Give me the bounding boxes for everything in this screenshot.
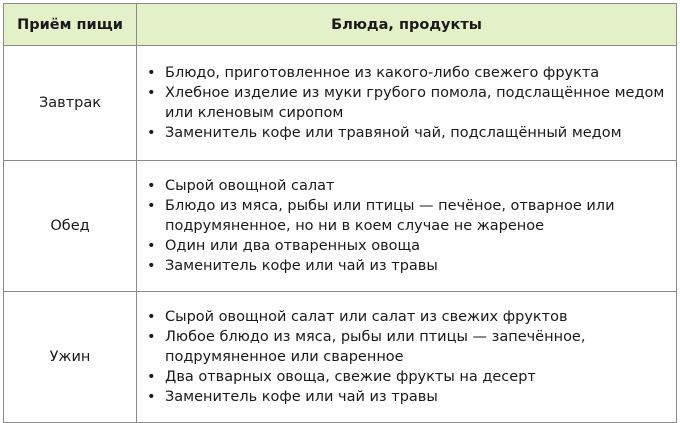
header-dishes: Блюда, продукты <box>137 4 677 46</box>
table-row-breakfast <box>4 46 677 161</box>
dish-list <box>137 307 676 407</box>
dish-item: • Заменитель кофе или травяной чай, подслащённый медом <box>165 123 670 143</box>
dish-item: • Блюдо из мяса, рыбы или птицы — печёное, отварное или подрумяненное, но ни в коем случае не жареное <box>165 196 670 236</box>
dish-list <box>137 63 676 143</box>
dish-item: • Хлебное изделие из муки грубого помола, подслащённое медом или кленовым сиропом <box>165 83 670 123</box>
meal-cell: Ужин <box>4 292 137 423</box>
dish-item: • Один или два отваренных овоща <box>165 236 670 256</box>
dish-item: • Сырой овощной салат или салат из свежих фруктов <box>165 307 670 327</box>
table-row-lunch <box>4 161 677 292</box>
dish-list <box>137 176 676 276</box>
dish-item: • Два отварных овоща, свежие фрукты на десерт <box>165 367 670 387</box>
table-header-row <box>4 4 677 46</box>
dish-item: • Заменитель кофе или чай из травы <box>165 387 670 407</box>
dishes-cell <box>137 292 677 423</box>
dish-item: • Любое блюдо из мяса, рыбы или птицы — запечённое, подрумяненное или сваренное <box>165 327 670 367</box>
dishes-cell <box>137 161 677 292</box>
dishes-cell <box>137 46 677 161</box>
dish-item: • Блюдо, приготовленное из какого-либо свежего фрукта <box>165 63 670 83</box>
meal-cell: Обед <box>4 161 137 292</box>
dish-item: • Сырой овощной салат <box>165 176 670 196</box>
header-meal: Приём пищи <box>4 4 137 46</box>
meal-cell: Завтрак <box>4 46 137 161</box>
dish-item: • Заменитель кофе или чай из травы <box>165 256 670 276</box>
meal-plan-table <box>3 3 677 423</box>
table-row-dinner <box>4 292 677 423</box>
